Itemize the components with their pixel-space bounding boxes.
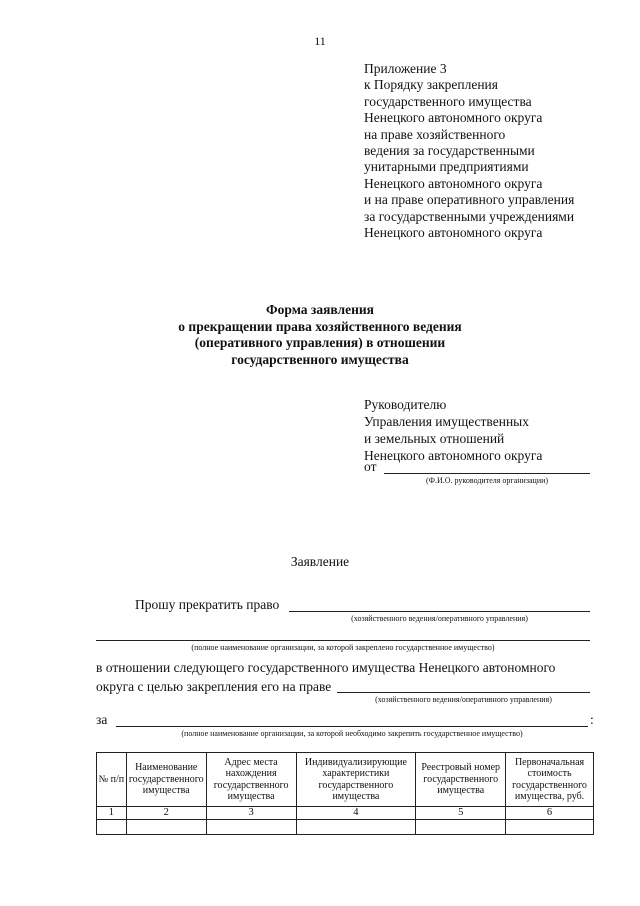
appendix-line: на праве хозяйственного — [364, 126, 506, 142]
table-header-row — [97, 753, 594, 807]
appendix-line: и на праве оперативного управления — [364, 192, 575, 208]
column-header: Наименование государственного имущества — [126, 753, 206, 807]
appendix-line: унитарными предприятиями — [364, 159, 529, 175]
page-number: 11 — [314, 34, 326, 48]
column-number-row — [97, 807, 594, 820]
organization-caption: (полное наименование организации, за которой закреплено государственное имущество) — [191, 643, 495, 652]
column-number: 5 — [416, 807, 506, 820]
form-title-line: Форма заявления — [266, 302, 374, 317]
right-type-caption: (хозяйственного ведения/оперативного управления) — [351, 614, 528, 623]
form-title-line: о прекращении права хозяйственного ведения — [178, 318, 462, 334]
column-header: № п/п — [97, 753, 127, 807]
property-text-line2: округа с целью закрепления его на праве — [96, 679, 332, 694]
column-header: Реестровый номер государственного имущества — [416, 753, 506, 807]
addressee-line: Управления имущественных — [364, 414, 529, 429]
table-cell[interactable] — [206, 820, 296, 835]
statement-heading: Заявление — [290, 554, 350, 569]
table-cell[interactable] — [416, 820, 506, 835]
addressee-line: Руководителю — [364, 397, 447, 412]
column-header: Первоначальная стоимость государственного имущества, руб. — [506, 753, 594, 807]
appendix-line: Ненецкого автономного округа — [364, 175, 543, 191]
table-cell[interactable] — [296, 820, 416, 835]
table-cell[interactable] — [506, 820, 594, 835]
appendix-block — [364, 61, 574, 241]
column-number: 6 — [506, 807, 594, 820]
form-title-line: (оперативного управления) в отношении — [194, 335, 446, 351]
column-header: Адрес места нахождения государственного имущества — [206, 753, 296, 807]
column-header: Индивидуализирующие характеристики государственного имущества — [296, 753, 416, 807]
column-number: 4 — [296, 807, 416, 820]
addressee-block — [364, 396, 542, 464]
table-row — [97, 820, 594, 835]
from-caption: (Ф.И.О. руководителя организации) — [425, 476, 549, 485]
column-number: 2 — [126, 807, 206, 820]
new-organization-field-line[interactable] — [116, 726, 588, 727]
table-cell[interactable] — [126, 820, 206, 835]
appendix-line: за государственными учреждениями — [364, 208, 575, 224]
appendix-line: Ненецкого автономного округа — [364, 110, 543, 126]
appendix-line: ведения за государственными — [364, 143, 535, 159]
new-organization-caption: (полное наименование организации, за которой необходимо закрепить государственное имущество) — [181, 729, 523, 738]
column-number: 3 — [206, 807, 296, 820]
appendix-line: к Порядку закрепления — [364, 77, 498, 93]
new-right-field-line[interactable] — [337, 692, 590, 693]
form-title-line: государственного имущества — [231, 351, 409, 367]
addressee-line: Ненецкого автономного округа — [364, 448, 543, 463]
form-title — [120, 302, 520, 368]
organization-field-line[interactable] — [96, 640, 590, 641]
property-table — [96, 752, 594, 835]
addressee-line: и земельных отношений — [364, 431, 505, 446]
request-text: Прошу прекратить право — [135, 597, 280, 612]
from-label: от — [364, 459, 377, 474]
new-right-caption: (хозяйственного ведения/оперативного управления) — [375, 695, 552, 704]
for-label: за — [96, 712, 108, 727]
from-field-line[interactable] — [384, 473, 590, 474]
appendix-line: Ненецкого автономного округа — [364, 225, 543, 241]
appendix-line: государственного имущества — [364, 93, 532, 109]
appendix-line: Приложение 3 — [364, 61, 447, 76]
colon: : — [590, 712, 594, 727]
column-number: 1 — [97, 807, 127, 820]
property-text-line1: в отношении следующего государственного имущества Ненецкого автономного — [96, 660, 556, 675]
right-type-field-line[interactable] — [289, 611, 590, 612]
table-cell[interactable] — [97, 820, 127, 835]
